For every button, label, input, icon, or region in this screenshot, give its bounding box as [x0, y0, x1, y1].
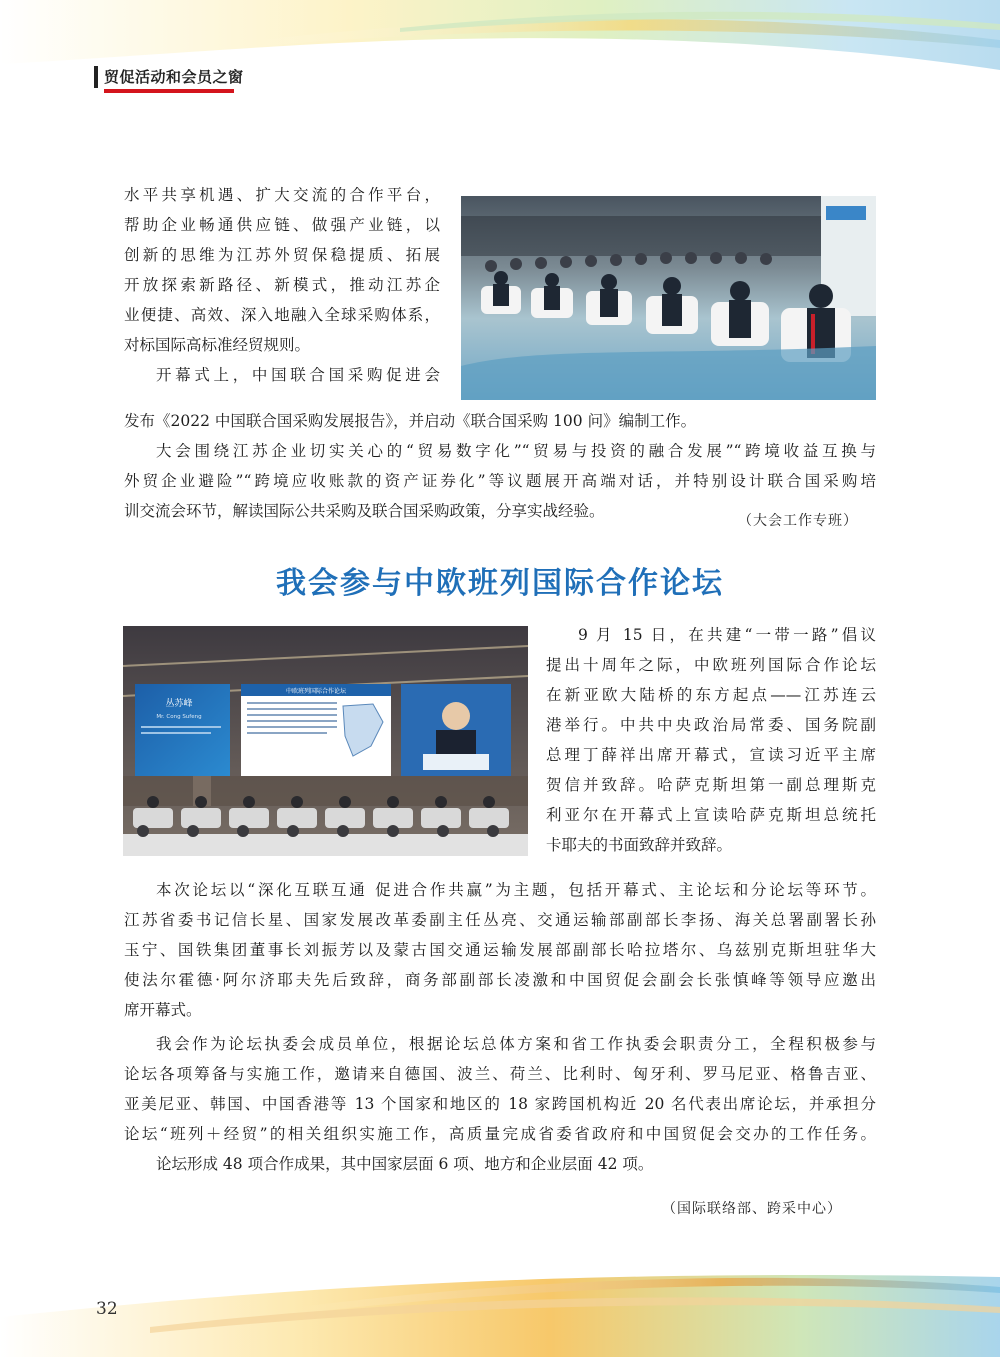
text-line: 使法尔霍德·阿尔济耶夫先后致辞，商务部副部长凌激和中国贸促会副会长张慎峰等领导应邀出 — [124, 971, 876, 989]
article2-body — [124, 875, 876, 1179]
text-line: 利亚尔在开幕式上宣读哈萨克斯坦总统托 — [546, 806, 876, 824]
text-line: 开放探索新路径、新模式，推动江苏企 — [124, 276, 440, 294]
section-header-bar — [94, 66, 98, 88]
bottom-swoosh-graphic — [0, 1247, 1000, 1357]
slide-heading: 中欧班列国际合作论坛 — [285, 688, 347, 695]
text-line: 发布《2022 中国联合国采购发展报告》，并启动《联合国采购 100 问》编制工作。 — [124, 412, 697, 430]
article2-side-paragraph — [546, 620, 876, 860]
text-line: 论坛“班列＋经贸”的相关组织实施工作，高质量完成省委省政府和中国贸促会交办的工作任务。 — [124, 1125, 876, 1143]
article1-credit: （大会工作专班） — [738, 513, 858, 529]
text-line: 创新的思维为江苏外贸保稳提质、拓展 — [124, 246, 440, 264]
text-line: 我会作为论坛执委会成员单位，根据论坛总体方案和省工作执委会职责分工，全程积极参与 — [156, 1035, 876, 1053]
section-title: 贸促活动和会员之窗 — [104, 68, 244, 86]
text-line: 9 月 15 日，在共建“一带一路”倡议 — [578, 626, 876, 644]
page-number: 32 — [96, 1299, 118, 1319]
text-line: 提出十周年之际，中欧班列国际合作论坛 — [546, 656, 876, 674]
text-line: 水平共享机遇、扩大交流的合作平台， — [124, 186, 440, 204]
article1-top-paragraph — [124, 180, 440, 390]
section-header — [94, 64, 244, 94]
bottom-decoration — [0, 1247, 1000, 1357]
text-line: 帮助企业畅通供应链、做强产业链，以 — [124, 216, 440, 234]
text-line: 业便捷、高效、深入地融入全球采购体系， — [124, 306, 440, 324]
speaker-name-caption: 丛苏峰 — [165, 699, 193, 709]
text-line: 卡耶夫的书面致辞并致辞。 — [546, 836, 733, 854]
article2-credit: （国际联络部、跨采中心） — [662, 1201, 842, 1217]
text-line: 论坛形成 48 项合作成果，其中国家层面 6 项、地方和企业层面 42 项。 — [156, 1155, 654, 1173]
forum-stage-photo — [123, 626, 528, 856]
text-line: 论坛各项筹备与实施工作，邀请来自德国、波兰、荷兰、比利时、匈牙利、罗马尼亚、格鲁吉亚、 — [124, 1065, 876, 1083]
text-line: 训交流会环节，解读国际公共采购及联合国采购政策，分享实战经验。 — [124, 502, 605, 520]
text-line: 本次论坛以“深化互联互通 促进合作共赢”为主题，包括开幕式、主论坛和分论坛等环节。 — [156, 881, 876, 899]
article1-body — [124, 406, 876, 526]
text-line: 亚美尼亚、韩国、中国香港等 13 个国家和地区的 18 家跨国机构近 20 名代表出席论坛，并承担分 — [124, 1095, 876, 1113]
text-line: 外贸企业避险”“跨境应收账款的资产证券化”等议题展开高端对话，并特别设计联合国采购培 — [124, 472, 876, 490]
text-line: 贺信并致辞。哈萨克斯坦第一副总理斯克 — [546, 776, 876, 794]
conference-audience-photo — [461, 196, 876, 400]
text-line: 在新亚欧大陆桥的东方起点——江苏连云 — [546, 686, 876, 704]
audience-illustration — [461, 196, 876, 400]
text-line: 对标国际高标准经贸规则。 — [124, 336, 311, 354]
text-line: 总理丁薛祥出席开幕式，宣读习近平主席 — [546, 746, 876, 764]
text-line: 玉宁、国铁集团董事长刘振芳以及蒙古国交通运输发展部副部长哈拉塔尔、乌兹别克斯坦驻华大 — [124, 941, 876, 959]
section-title-underline — [104, 89, 234, 93]
article2-headline: 我会参与中欧班列国际合作论坛 — [276, 566, 724, 601]
text-line: 港举行。中共中央政治局常委、国务院副 — [546, 716, 876, 734]
text-line: 开幕式上，中国联合国采购促进会 — [156, 366, 440, 384]
text-line: 江苏省委书记信长星、国家发展改革委副主任丛亮、交通运输部副部长李扬、海关总署副署长孙 — [124, 911, 876, 929]
speaker-name-en-caption: Mr. Cong Sufeng — [156, 714, 202, 720]
forum-stage-illustration — [123, 626, 528, 856]
text-line: 席开幕式。 — [124, 1001, 202, 1019]
text-line: 大会围绕江苏企业切实关心的“贸易数字化”“贸易与投资的融合发展”“跨境收益互换与 — [156, 442, 876, 460]
